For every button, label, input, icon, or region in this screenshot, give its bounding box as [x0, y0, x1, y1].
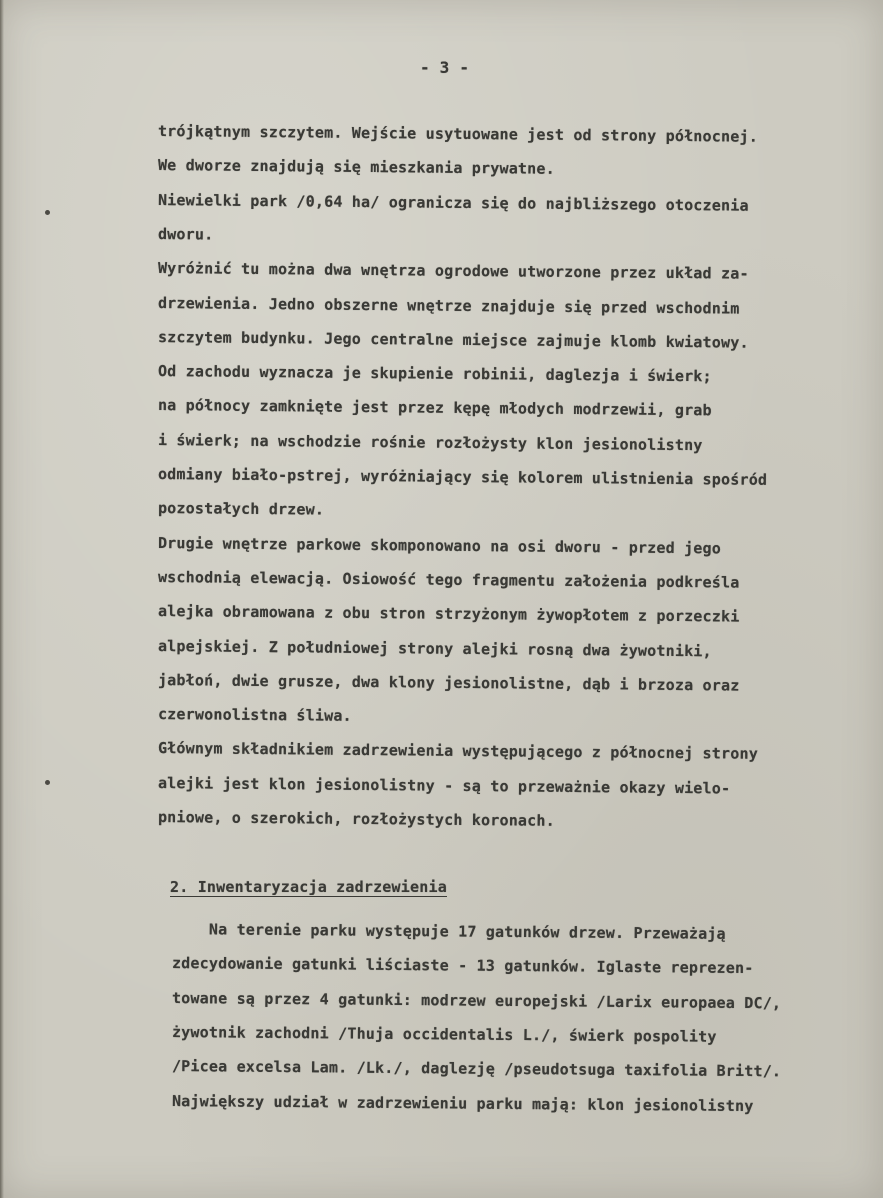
text-line: czerwonolistna śliwa.: [157, 705, 352, 725]
text-line: Wyróżnić tu można dwa wnętrza ogrodowe utworzone przez układ za-: [157, 259, 749, 283]
text-line: Największy udział w zadrzewieniu parku mają: klon jesionolistny: [171, 1091, 754, 1115]
text-line: alejki jest klon jesionolistny - są to przeważnie okazy wielo-: [157, 773, 731, 798]
text-line: na północy zamknięte jest przez kępę młodych modrzewii, grab: [157, 396, 712, 420]
text-line: jabłoń, dwie grusze, dwa klony jesionolistne, dąb i brzoza oraz: [157, 670, 740, 695]
text-line: towane są przez 4 gatunki: modrzew europejski /Larix europaea DC/,: [171, 988, 782, 1012]
section-heading: 2. Inwentaryzacja zadrzewienia: [170, 878, 447, 896]
text-line: trójkątnym szczytem. Wejście usytuowane jest od strony północnej.: [157, 122, 759, 146]
page-number: - 3 -: [420, 58, 470, 77]
text-line: pozostałych drzew.: [157, 499, 325, 519]
text-line: Na terenie parku występuje 17 gatunków drzew. Przeważają: [171, 920, 726, 943]
text-line: Od zachodu wyznacza je skupienie robinii, daglezja i świerk;: [157, 362, 712, 386]
text-line: dworu.: [157, 224, 214, 244]
text-line: odmiany biało-pstrej, wyróżniający się kolorem ulistnienia spośród: [157, 465, 768, 489]
text-line: Głównym składnikiem zadrzewienia występującego z północnej strony: [157, 739, 759, 764]
text-line: Drugie wnętrze parkowe skomponowano na osi dworu - przed jego: [157, 533, 722, 557]
text-line: drzewienia. Jedno obszerne wnętrze znajduje się przed wschodnim: [157, 293, 740, 318]
text-line: zdecydowanie gatunki liściaste - 13 gatunków. Iglaste reprezen-: [171, 954, 754, 978]
punch-mark: [45, 210, 50, 215]
text-line: pniowe, o szerokich, rozłożystych koronach.: [157, 808, 556, 830]
scan-edge-shadow: [0, 0, 4, 1198]
text-line: i świerk; na wschodzie rośnie rozłożysty klon jesionolistny: [157, 430, 703, 454]
text-line: Niewielki park /0,64 ha/ ogranicza się do najbliższego otoczenia: [157, 190, 749, 215]
text-line: wschodnią elewacją. Osiowość tego fragmentu założenia podkreśla: [157, 567, 740, 592]
text-line: /Picea excelsa Lam. /Lk./, daglezję /pseudotsuga taxifolia Britt/.: [171, 1057, 782, 1081]
text-line: alpejskiej. Z południowej strony alejki rosną dwa żywotniki,: [157, 636, 712, 660]
text-line: We dworze znajdują się mieszkania prywatne.: [157, 156, 556, 179]
punch-mark: [45, 780, 50, 785]
text-line: alejka obramowana z obu stron strzyżonym żywopłotem z porzeczki: [157, 602, 740, 626]
text-line: szczytem budynku. Jego centralne miejsce zajmuje klomb kwiatowy.: [157, 327, 749, 352]
text-line: żywotnik zachodni /Thuja occidentalis L./, świerk pospolity: [171, 1022, 717, 1046]
